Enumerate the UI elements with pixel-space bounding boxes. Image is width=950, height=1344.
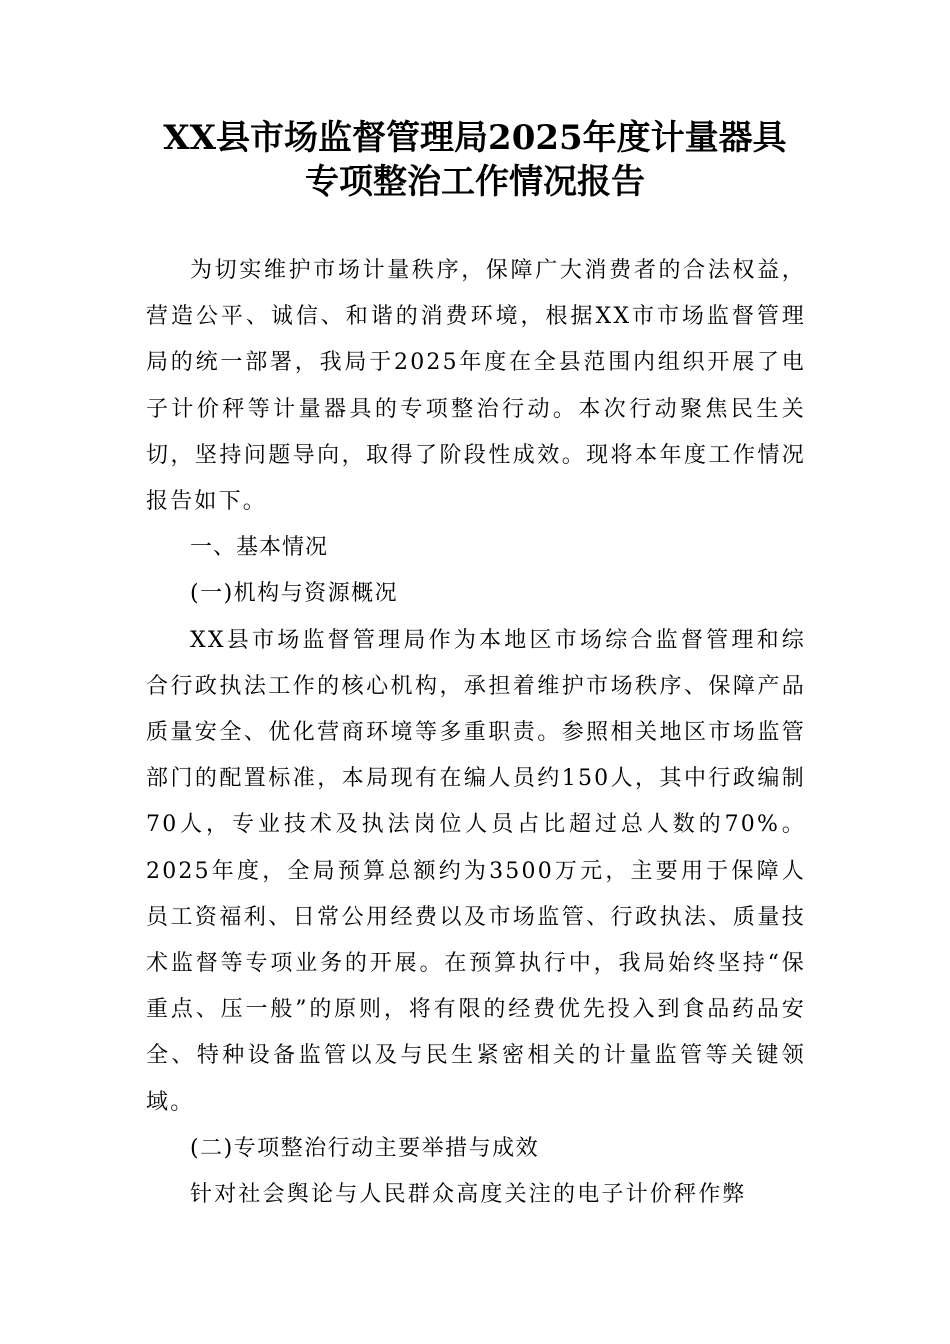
subsection-heading-organization: (一)机构与资源概况 xyxy=(190,581,399,607)
document-title-line-1: XX县市场监督管理局2025年度计量器具 xyxy=(163,118,787,158)
measures-paragraph: 针对社会舆论与人民群众高度关注的电子计价秤作弊 xyxy=(190,1182,747,1208)
document-body xyxy=(146,248,806,1218)
intro-paragraph: 为切实维护市场计量秩序，保障广大消费者的合法权益，营造公平、诚信、和谐的消费环境，根据XX市市场监督管理局的统一部署，我局于2025年度在全县范围内组织开展了电子计价秤等计量器具的专项整治行动。本次行动聚焦民生关切，坚持问题导向，取得了阶段性成效。现将本年度工作情况报告如下。 xyxy=(146,258,806,515)
document-title-line-2: 专项整治工作情况报告 xyxy=(305,162,645,202)
subsection-heading-measures: (二)专项整治行动主要举措与成效 xyxy=(190,1135,540,1161)
section-heading-basic-situation: 一、基本情况 xyxy=(190,535,329,561)
organization-paragraph: XX县市场监督管理局作为本地区市场综合监督管理和综合行政执法工作的核心机构，承担着维护市场秩序、保障产品质量安全、优化营商环境等多重职责。参照相关地区市场监管部门的配置标准，本局现有在编人员约150人，其中行政编制70人，专业技术及执法岗位人员占比超过总人数的70%。2025年度，全局预算总额约为3500万元，主要用于保障人员工资福利、日常公用经费以及市场监管、行政执法、质量技术监督等专项业务的开展。在预算执行中，我局始终坚持“保重点、压一般”的原则，将有限的经费优先投入到食品药品安全、特种设备监管以及与民生紧密相关的计量监管等关键领域。 xyxy=(146,627,806,1115)
